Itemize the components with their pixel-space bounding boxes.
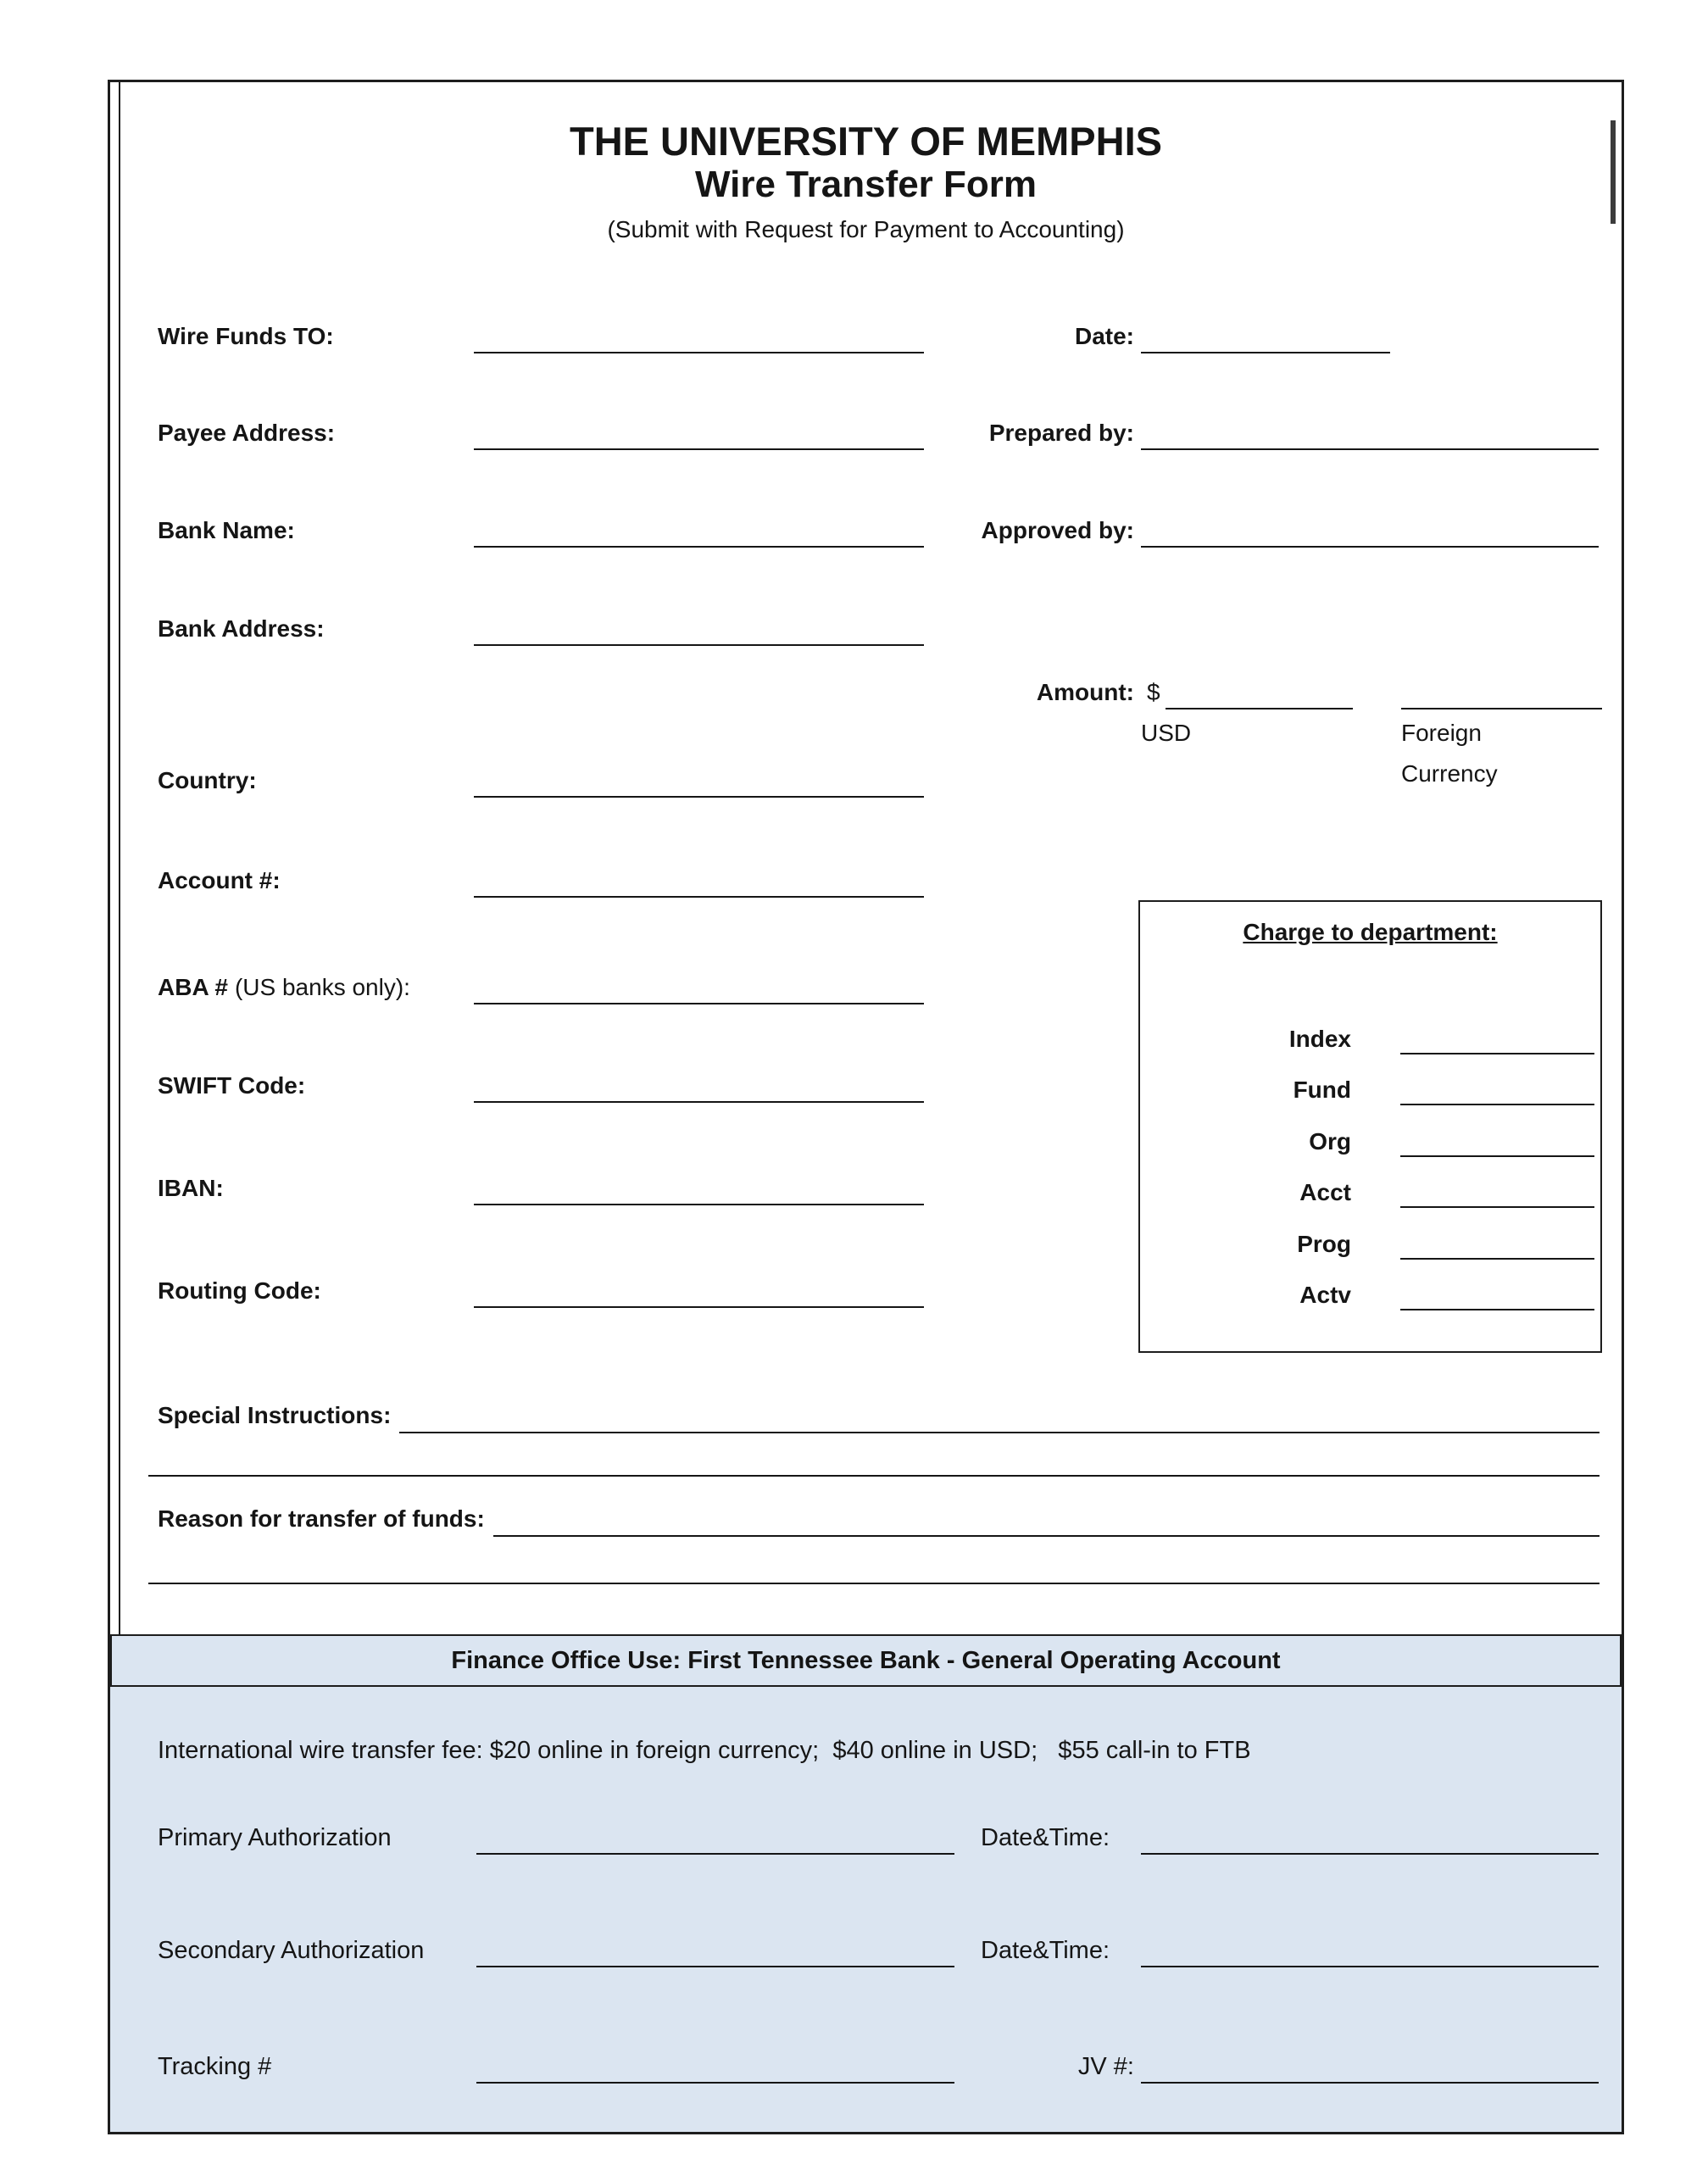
charge-to-department-box xyxy=(1138,900,1602,1353)
charge-actv-input-line[interactable] xyxy=(1400,1309,1594,1310)
account-number-label: Account #: xyxy=(158,867,281,893)
special-instructions-input-line-2[interactable] xyxy=(148,1475,1600,1477)
wire-funds-to-label: Wire Funds TO: xyxy=(158,323,334,349)
bank-address-label: Bank Address: xyxy=(158,615,325,642)
charge-org-input-line[interactable] xyxy=(1400,1155,1594,1157)
account-number-input-line[interactable] xyxy=(474,896,924,898)
reason-for-transfer-input-line-1[interactable] xyxy=(493,1535,1600,1537)
charge-prog-input-line[interactable] xyxy=(1400,1258,1594,1260)
wire-transfer-fee-note: International wire transfer fee: $20 online in foreign currency; $40 online in USD; $55 call-in to FTB xyxy=(158,1737,1251,1764)
charge-fund-input-line[interactable] xyxy=(1400,1104,1594,1105)
country-input-line[interactable] xyxy=(474,796,924,798)
routing-code-input-line[interactable] xyxy=(474,1306,924,1308)
special-instructions-label: Special Instructions: xyxy=(158,1402,392,1428)
secondary-authorization-label: Secondary Authorization xyxy=(158,1937,425,1964)
amount-label: Amount: xyxy=(1036,679,1134,705)
secondary-date-time-label: Date&Time: xyxy=(981,1937,1110,1964)
secondary-date-time-input-line[interactable] xyxy=(1141,1966,1599,1967)
charge-box-heading: Charge to department: xyxy=(1243,919,1498,945)
foreign-currency-caption-line2: Currency xyxy=(1401,760,1498,787)
tracking-number-input-line[interactable] xyxy=(476,2082,954,2084)
charge-fund-label: Fund xyxy=(1293,1077,1351,1103)
charge-org-label: Org xyxy=(1309,1128,1351,1155)
amount-usd-input-line[interactable] xyxy=(1166,708,1353,709)
prepared-by-input-line[interactable] xyxy=(1141,448,1599,450)
primary-authorization-label: Primary Authorization xyxy=(158,1824,392,1851)
tracking-number-label: Tracking # xyxy=(158,2053,272,2080)
finance-office-section xyxy=(110,1634,1622,2132)
reason-for-transfer-row xyxy=(158,1505,1600,1541)
foreign-currency-caption-line1: Foreign xyxy=(1401,720,1482,746)
bank-name-input-line[interactable] xyxy=(474,546,924,548)
aba-number-label-note: (US banks only): xyxy=(234,974,410,1000)
reason-for-transfer-label: Reason for transfer of funds: xyxy=(158,1505,485,1532)
primary-date-time-label: Date&Time: xyxy=(981,1824,1110,1851)
charge-acct-label: Acct xyxy=(1299,1179,1351,1205)
approved-by-input-line[interactable] xyxy=(1141,546,1599,548)
form-page-border xyxy=(108,80,1624,2134)
prepared-by-label: Prepared by: xyxy=(988,420,1134,446)
charge-acct-input-line[interactable] xyxy=(1400,1206,1594,1208)
primary-authorization-input-line[interactable] xyxy=(476,1853,954,1855)
iban-input-line[interactable] xyxy=(474,1204,924,1205)
routing-code-label: Routing Code: xyxy=(158,1277,321,1304)
finance-office-header-bar xyxy=(110,1634,1622,1687)
charge-actv-label: Actv xyxy=(1299,1282,1351,1308)
charge-prog-label: Prog xyxy=(1297,1231,1351,1257)
primary-date-time-input-line[interactable] xyxy=(1141,1853,1599,1855)
iban-label: IBAN: xyxy=(158,1175,224,1201)
charge-index-label: Index xyxy=(1288,1026,1351,1052)
secondary-authorization-input-line[interactable] xyxy=(476,1966,954,1967)
dollar-sign: $ xyxy=(1147,679,1160,705)
swift-code-label: SWIFT Code: xyxy=(158,1072,306,1099)
payee-address-input-line[interactable] xyxy=(474,448,924,450)
approved-by-label: Approved by: xyxy=(981,517,1134,543)
aba-number-label-bold: ABA # xyxy=(158,974,228,1000)
aba-number-label xyxy=(158,974,410,1001)
usd-caption: USD xyxy=(1141,720,1192,746)
jv-number-input-line[interactable] xyxy=(1141,2082,1599,2084)
aba-number-input-line[interactable] xyxy=(474,1003,924,1004)
reason-for-transfer-input-line-2[interactable] xyxy=(148,1583,1600,1584)
amount-foreign-input-line[interactable] xyxy=(1401,708,1602,709)
wire-funds-to-input-line[interactable] xyxy=(474,352,924,353)
special-instructions-input-line-1[interactable] xyxy=(399,1432,1600,1433)
date-label: Date: xyxy=(1074,323,1134,349)
date-input-line[interactable] xyxy=(1141,352,1390,353)
swift-code-input-line[interactable] xyxy=(474,1101,924,1103)
special-instructions-row xyxy=(158,1402,1600,1438)
country-label: Country: xyxy=(158,767,257,793)
bank-name-label: Bank Name: xyxy=(158,517,295,543)
jv-number-label: JV #: xyxy=(1077,2053,1134,2080)
charge-index-input-line[interactable] xyxy=(1400,1053,1594,1054)
form-title: THE UNIVERSITY OF MEMPHIS xyxy=(570,119,1162,164)
payee-address-label: Payee Address: xyxy=(158,420,336,446)
form-subtitle: Wire Transfer Form xyxy=(694,164,1038,205)
bank-address-input-line[interactable] xyxy=(474,644,924,646)
finance-office-header-text: Finance Office Use: First Tennessee Bank - General Operating Account xyxy=(451,1646,1281,1674)
form-instruction: (Submit with Request for Payment to Accounting) xyxy=(607,216,1125,242)
